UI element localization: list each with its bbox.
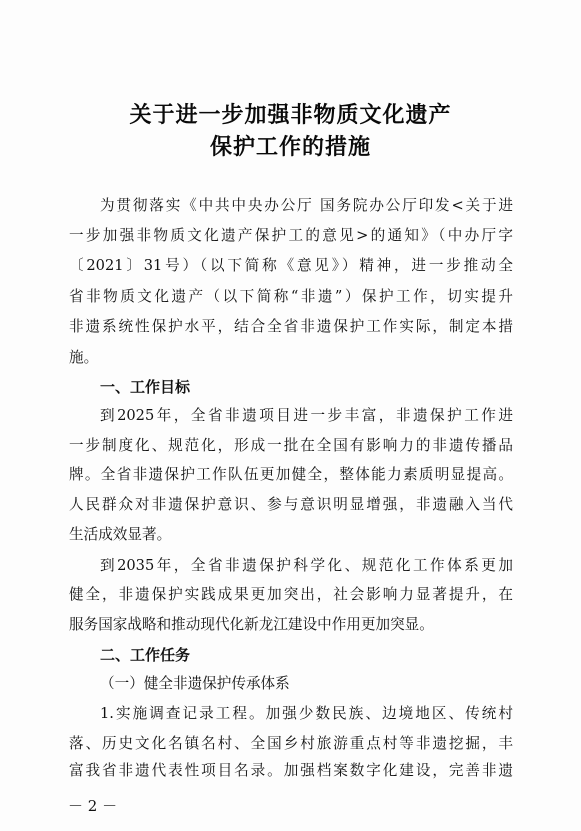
tasks-paragraph-line: 富我省非遗代表性项目名录。加强档案数字化建设，完善非遗 (69, 762, 513, 779)
intro-line: 为贯彻落实《中共中央办公厅 国务院办公厅印发<关于进 (100, 197, 513, 214)
goals-paragraph-line: 生活成效显著。 (69, 526, 172, 543)
page-number: － 2 － (68, 797, 118, 815)
tasks-paragraph-line: 1.实施调查记录工程。加强少数民族、边境地区、传统村 (100, 705, 513, 722)
goals-paragraph-line: 人民群众对非遗保护意识、参与意识明显增强，非遗融入当代 (69, 496, 513, 513)
goals-paragraph-line: 到2035年，全省非遗保护科学化、规范化工作体系更加 (100, 557, 513, 574)
intro-line: 一步加强非物质文化遗产保护工的意见>的通知》（中办厅字 (69, 227, 513, 244)
goals-paragraph-line: 健全，非遗保护实践成果更加突出，社会影响力显著提升，在 (69, 586, 513, 603)
tasks-paragraph-line: 落、历史文化名镇名村、全国乡村旅游重点村等非遗挖掘，丰 (69, 735, 513, 752)
document-title-line-2: 保护工作的措施 (209, 135, 371, 160)
intro-line: 非遗系统性保护水平，结合全省非遗保护工作实际，制定本措 (69, 318, 513, 335)
goals-paragraph-line: 服务国家战略和推动现代化新龙江建设中作用更加突显。 (69, 616, 434, 633)
goals-paragraph-line: 牌。全省非遗保护工作队伍更加健全，整体能力素质明显提高。 (69, 466, 513, 483)
document-title-line-1: 关于进一步加强非物质文化遗产 (129, 103, 452, 128)
section-heading-tasks: 二、工作任务 (100, 646, 191, 664)
subsection-heading: （一）健全非遗保护传承体系 (100, 675, 290, 692)
intro-line: 省非物质文化遗产（以下简称“非遗”）保护工作，切实提升 (69, 288, 513, 305)
intro-line: 〔2021〕31号）（以下简称《意见》）精神，进一步推动全 (69, 257, 513, 274)
goals-paragraph-line: 到2025年，全省非遗项目进一步丰富，非遗保护工作进 (100, 407, 513, 424)
intro-line: 施。 (69, 349, 99, 366)
goals-paragraph-line: 一步制度化、规范化，形成一批在全国有影响力的非遗传播品 (69, 437, 513, 454)
section-heading-goals: 一、工作目标 (100, 378, 191, 396)
